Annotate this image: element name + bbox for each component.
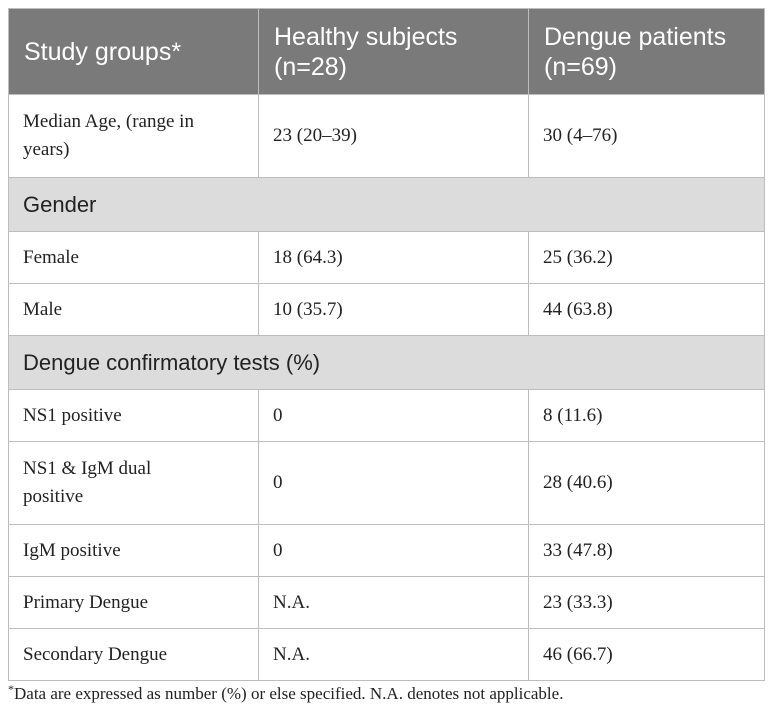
row-label: IgM positive [9,525,259,577]
healthy-value: 23 (20–39) [259,95,529,178]
row-label: Female [9,232,259,284]
row-label: NS1 positive [9,390,259,442]
section-row-tests [9,336,765,390]
row-label: Male [9,284,259,336]
healthy-value: 0 [259,442,529,525]
table-row [9,525,765,577]
table-row [9,442,765,525]
healthy-value: 10 (35.7) [259,284,529,336]
table-row [9,232,765,284]
healthy-value: N.A. [259,577,529,629]
row-label: Median Age, (range in years) [9,95,259,178]
table-row [9,390,765,442]
header-row [9,9,765,95]
study-groups-table [8,8,765,681]
header-study-groups: Study groups* [9,9,259,95]
dengue-value: 25 (36.2) [529,232,765,284]
healthy-value: 18 (64.3) [259,232,529,284]
dengue-value: 33 (47.8) [529,525,765,577]
header-dengue-patients: Dengue patients (n=69) [529,9,765,95]
table-row [9,284,765,336]
row-label: Secondary Dengue [9,629,259,681]
footnote-marker: * [8,682,14,696]
table-row [9,629,765,681]
row-label: NS1 & IgM dual positive [9,442,259,525]
dengue-value: 8 (11.6) [529,390,765,442]
table-row [9,577,765,629]
header-healthy-subjects: Healthy subjects (n=28) [259,9,529,95]
dengue-value: 23 (33.3) [529,577,765,629]
dengue-value: 30 (4–76) [529,95,765,178]
dengue-value: 44 (63.8) [529,284,765,336]
healthy-value: 0 [259,525,529,577]
section-row-gender [9,178,765,232]
footnote-text: Data are expressed as number (%) or else specified. N.A. denotes not applicable. [14,684,564,703]
table-container [8,8,764,681]
table-footnote [8,684,563,704]
row-label: Primary Dengue [9,577,259,629]
dengue-value: 46 (66.7) [529,629,765,681]
healthy-value: 0 [259,390,529,442]
healthy-value: N.A. [259,629,529,681]
table-row [9,95,765,178]
section-title: Gender [9,178,765,232]
dengue-value: 28 (40.6) [529,442,765,525]
section-title: Dengue confirmatory tests (%) [9,336,765,390]
